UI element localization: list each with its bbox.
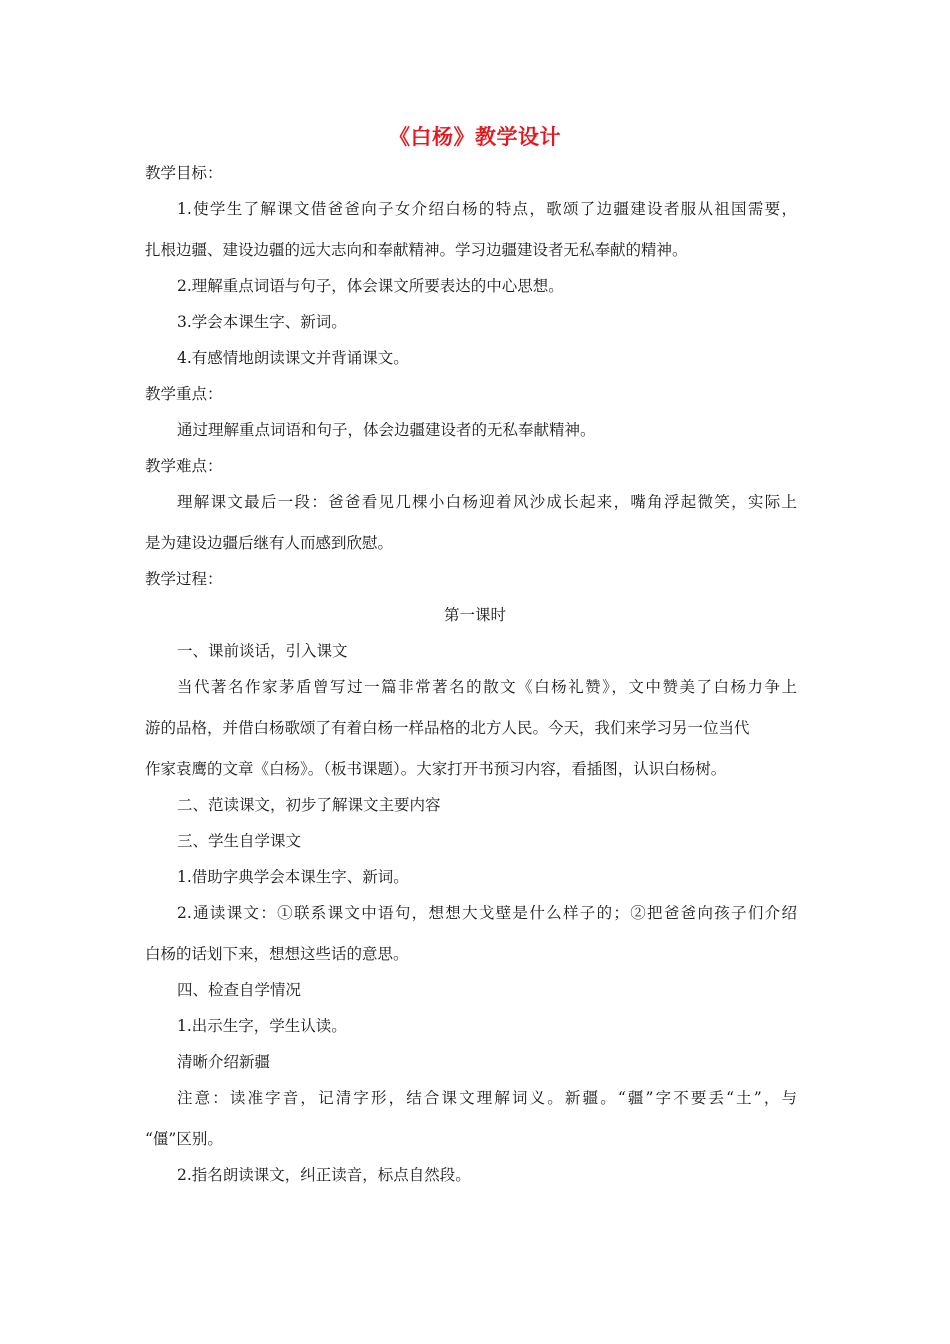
paragraph-line: 当代著名作家茅盾曾写过一篇非常著名的散文《白杨礼赞》，文中赞美了白杨力争上	[177, 678, 797, 696]
paragraph-line: 3.学会本课生字、新词。	[177, 313, 347, 331]
paragraph-line: 1.借助字典学会本课生字、新词。	[177, 868, 409, 886]
paragraph-line: “僵”区别。	[145, 1130, 223, 1148]
section-heading-process: 教学过程：	[145, 570, 223, 588]
paragraph-line: 1.出示生字，学生认读。	[177, 1017, 347, 1035]
document-title: 《白杨》教学设计	[389, 124, 561, 149]
paragraph-line: 游的品格，并借白杨歌颂了有着白杨一样品格的北方人民。今天，我们来学习另一位当代	[145, 719, 750, 737]
paragraph-line: 理解课文最后一段：爸爸看见几棵小白杨迎着风沙成长起来，嘴角浮起微笑，实际上	[177, 493, 797, 511]
lesson-period-heading: 第一课时	[443, 606, 506, 624]
paragraph-line: 2.指名朗读课文，纠正读音，标点自然段。	[177, 1166, 471, 1184]
step-heading: 一、课前谈话，引入课文	[177, 642, 348, 660]
paragraph-line: 2.理解重点词语与句子，体会课文所要表达的中心思想。	[177, 277, 564, 295]
paragraph-line: 通过理解重点词语和句子，体会边疆建设者的无私奉献精神。	[177, 421, 596, 439]
paragraph-line: 扎根边疆、建设边疆的远大志向和奉献精神。学习边疆建设者无私奉献的精神。	[145, 241, 688, 259]
section-heading-key-points: 教学重点：	[145, 385, 223, 403]
section-heading-objectives: 教学目标：	[145, 164, 223, 182]
step-heading: 三、学生自学课文	[177, 832, 302, 850]
step-heading: 二、范读课文，初步了解课文主要内容	[177, 796, 441, 814]
paragraph-line: 4.有感情地朗读课文并背诵课文。	[177, 349, 409, 367]
section-heading-difficulties: 教学难点：	[145, 457, 223, 475]
paragraph-line: 白杨的话划下来，想想这些话的意思。	[145, 945, 409, 963]
paragraph-line: 2.通读课文：①联系课文中语句，想想大戈壁是什么样子的；②把爸爸向孩子们介绍	[177, 904, 797, 922]
paragraph-line: 注意：读准字音，记清字形，结合课文理解词义。新疆。“疆”字不要丢“土”，与	[177, 1089, 797, 1107]
paragraph-line: 是为建设边疆后继有人而感到欣慰。	[145, 534, 394, 552]
paragraph-line: 作家袁鹰的文章《白杨》。（板书课题）。大家打开书预习内容，看插图，认识白杨树。	[145, 760, 727, 778]
step-heading: 四、检查自学情况	[177, 981, 302, 999]
paragraph-line: 清晰介绍新疆	[177, 1053, 271, 1071]
paragraph-line: 1.使学生了解课文借爸爸向子女介绍白杨的特点，歌颂了边疆建设者服从祖国需要，	[177, 200, 797, 218]
